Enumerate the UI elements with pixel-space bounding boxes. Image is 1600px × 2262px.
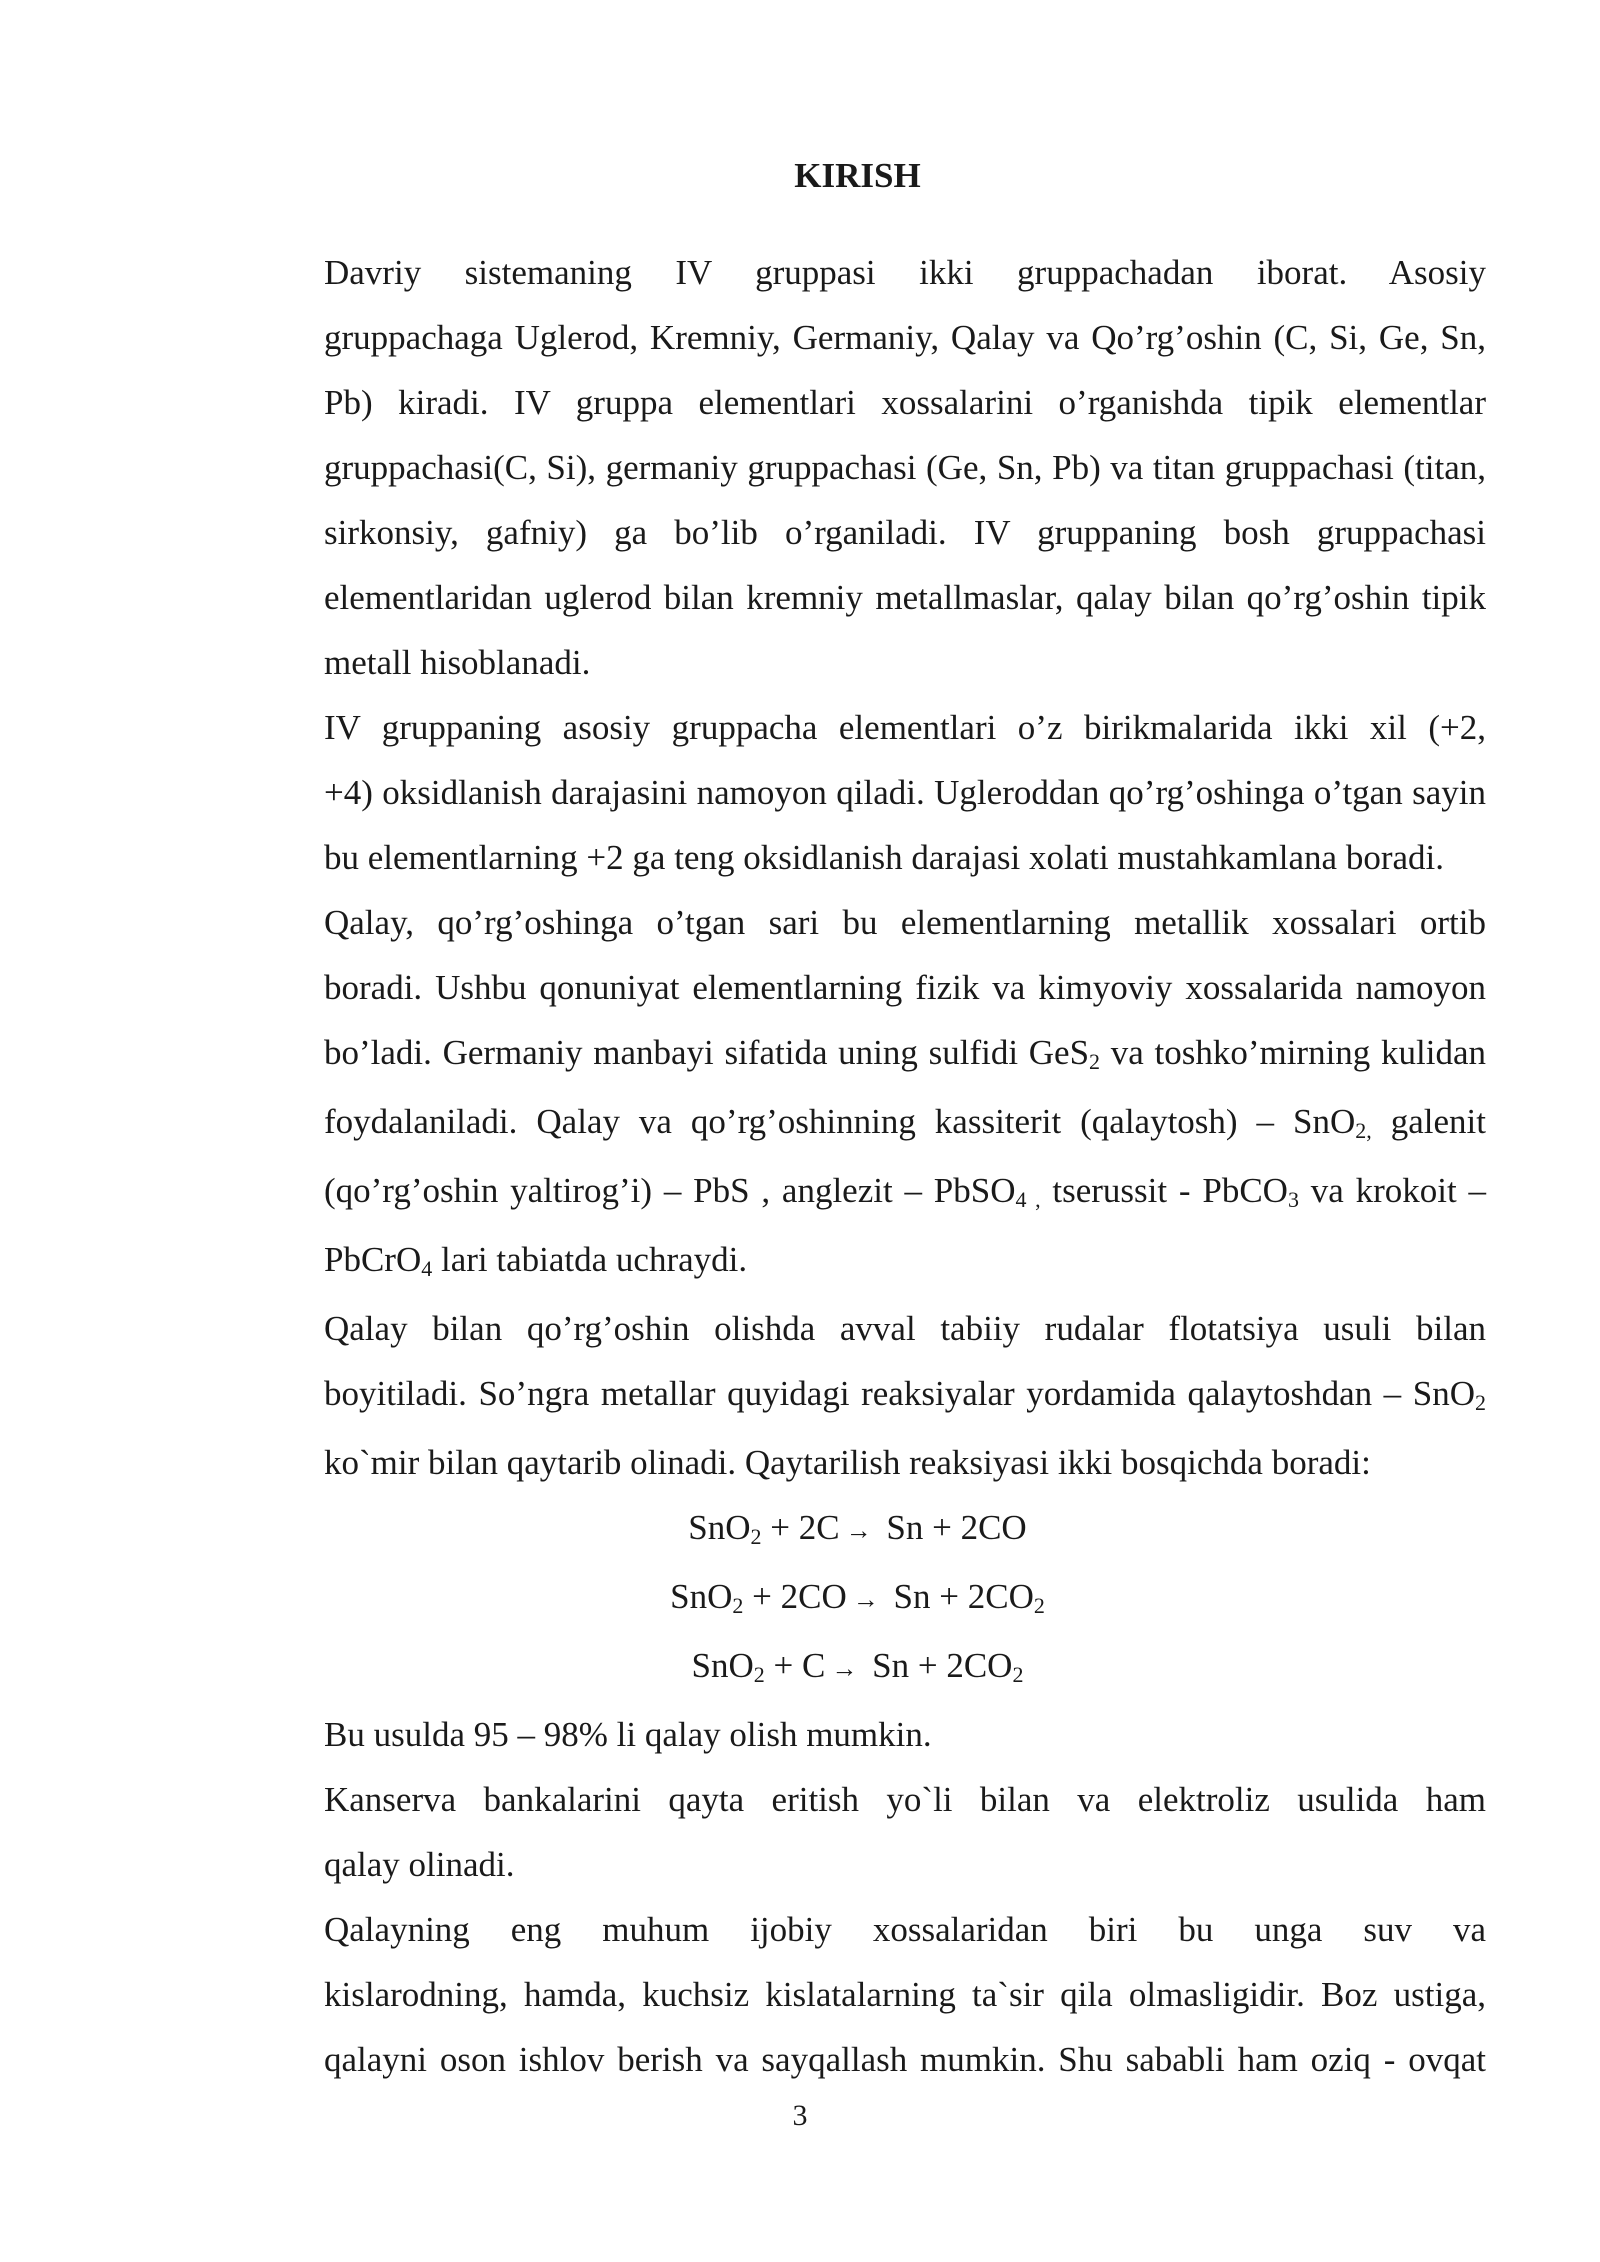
subscript: 4 , — [1015, 1187, 1041, 1212]
page-title: KIRISH — [794, 156, 921, 195]
paragraph-3-line — [229, 1227, 1486, 1296]
subscript: 2 — [750, 1524, 762, 1549]
paragraph-1-line: gruppachaga Uglerod, Kremniy, Germaniy, Qalay va Qo’rg’oshin (C, Si, Ge, Sn, — [324, 318, 1486, 357]
text-run: galenit — [1371, 1102, 1486, 1141]
text-run: va krokoit – — [1298, 1171, 1486, 1210]
subscript: 4 — [421, 1256, 433, 1281]
paragraph-3-line — [229, 1158, 1486, 1227]
paragraph-6-line: qalay olinadi. — [324, 1845, 515, 1884]
paragraph-7-line: kislarodning, hamda, kuchsiz kislatalarning ta`sir qila olmasligidir. Boz ustiga, — [324, 1975, 1486, 2014]
paragraph-3-line: boradi. Ushbu qonuniyat elementlarning fizik va kimyoviy xossalarida namoyon — [324, 968, 1486, 1007]
subscript: 3 — [1287, 1187, 1299, 1212]
arrow-icon: → — [852, 1585, 879, 1614]
eq-term: + 2C — [761, 1508, 840, 1547]
paragraph-2 — [229, 695, 1486, 890]
paragraph-7 — [229, 1897, 1486, 2092]
equation-block — [229, 1495, 1486, 1702]
arrow-icon: → — [845, 1516, 872, 1545]
paragraph-1-line: sirkonsiy, gafniy) ga bo’lib o’rganiladi. IV gruppaning bosh gruppachasi — [324, 513, 1486, 552]
subscript: 2 — [753, 1662, 765, 1687]
paragraph-2-line: bu elementlarning +2 ga teng oksidlanish darajasi xolati mustahkamlana boradi. — [324, 838, 1444, 877]
page-number: 3 — [792, 2099, 808, 2132]
paragraph-4-line: ko`mir bilan qaytarib olinadi. Qaytarilish reaksiyasi ikki bosqichda boradi: — [324, 1443, 1371, 1482]
paragraph-2-line: IV gruppaning asosiy gruppacha elementlari o’z birikmalarida ikki xil (+2, — [324, 708, 1486, 747]
paragraph-7-line: qalayni oson ishlov berish va sayqallash mumkin. Shu sababli ham oziq - ovqat — [324, 2040, 1486, 2079]
paragraph-3-line — [229, 1089, 1486, 1158]
equation — [229, 1633, 1486, 1702]
subscript: 2 — [1033, 1593, 1045, 1618]
paragraph-6 — [229, 1767, 1486, 1897]
text-run: va toshko’mirning kulidan — [1100, 1033, 1486, 1072]
subscript: 2 — [732, 1593, 744, 1618]
paragraph-1-line: Pb) kiradi. IV gruppa elementlari xossalarini o’rganishda tipik elementlar — [324, 383, 1486, 422]
paragraph-3-line: Qalay, qo’rg’oshinga o’tgan sari bu elementlarning metallik xossalari ortib — [324, 903, 1486, 942]
text-run: PbCrO — [324, 1240, 422, 1279]
eq-term: SnO — [691, 1646, 754, 1685]
eq-term: + C — [764, 1646, 826, 1685]
subscript: 2 — [1475, 1390, 1486, 1415]
eq-term: SnO — [670, 1577, 733, 1616]
paragraph-5-line: Bu usulda 95 – 98% li qalay olish mumkin. — [324, 1715, 932, 1754]
paragraph-4-line — [229, 1361, 1486, 1430]
subscript: 2 — [1012, 1662, 1024, 1687]
text-run: foydalaniladi. Qalay va qo’rg’oshinning kassiterit (qalaytosh) – SnO — [324, 1102, 1356, 1141]
paragraph-4 — [229, 1296, 1486, 1495]
paragraph-7-line: Qalayning eng muhum ijobiy xossalaridan biri bu unga suv va — [324, 1910, 1486, 1949]
subscript: 2 — [1089, 1049, 1101, 1074]
paragraph-5 — [229, 1702, 1486, 1767]
paragraph-1-line: Davriy sistemaning IV gruppasi ikki gruppachadan iborat. Asosiy — [324, 253, 1486, 292]
text-run: lari tabiatda uchraydi. — [432, 1240, 748, 1279]
eq-term: SnO — [688, 1508, 751, 1547]
paragraph-4-line: Qalay bilan qo’rg’oshin olishda avval tabiiy rudalar flotatsiya usuli bilan — [324, 1309, 1486, 1348]
page-content — [229, 140, 1486, 2092]
eq-term: + 2CO — [743, 1577, 847, 1616]
paragraph-1 — [229, 240, 1486, 695]
text-run: bo’ladi. Germaniy manbayi sifatida uning sulfidi GeS — [324, 1033, 1090, 1072]
eq-term: Sn + 2CO — [863, 1646, 1013, 1685]
paragraph-2-line: +4) oksidlanish darajasini namoyon qiladi. Ugleroddan qo’rg’oshinga o’tgan sayin — [324, 773, 1486, 812]
subscript: 2, — [1355, 1118, 1372, 1143]
text-run: tserussit - PbCO — [1040, 1171, 1288, 1210]
equation — [229, 1564, 1486, 1633]
paragraph-3-line — [229, 1020, 1486, 1089]
text-run: (qo’rg’oshin yaltirog’i) – PbS , anglezit – PbSO — [324, 1171, 1016, 1210]
equation — [229, 1495, 1486, 1564]
eq-term: Sn + 2CO — [884, 1577, 1034, 1616]
paragraph-1-line: gruppachasi(C, Si), germaniy gruppachasi (Ge, Sn, Pb) va titan gruppachasi (titan, — [324, 448, 1486, 487]
paragraph-1-line: metall hisoblanadi. — [324, 643, 591, 682]
paragraph-6-line: Kanserva bankalarini qayta eritish yo`li bilan va elektroliz usulida ham — [324, 1780, 1486, 1819]
eq-term: Sn + 2CO — [877, 1508, 1027, 1547]
paragraph-3 — [229, 890, 1486, 1296]
arrow-icon: → — [831, 1654, 858, 1683]
text-run: boyitiladi. So’ngra metallar quyidagi reaksiyalar yordamida qalaytoshdan – SnO — [324, 1374, 1475, 1413]
paragraph-1-line: elementlaridan uglerod bilan kremniy metallmaslar, qalay bilan qo’rg’oshin tipik — [324, 578, 1486, 617]
